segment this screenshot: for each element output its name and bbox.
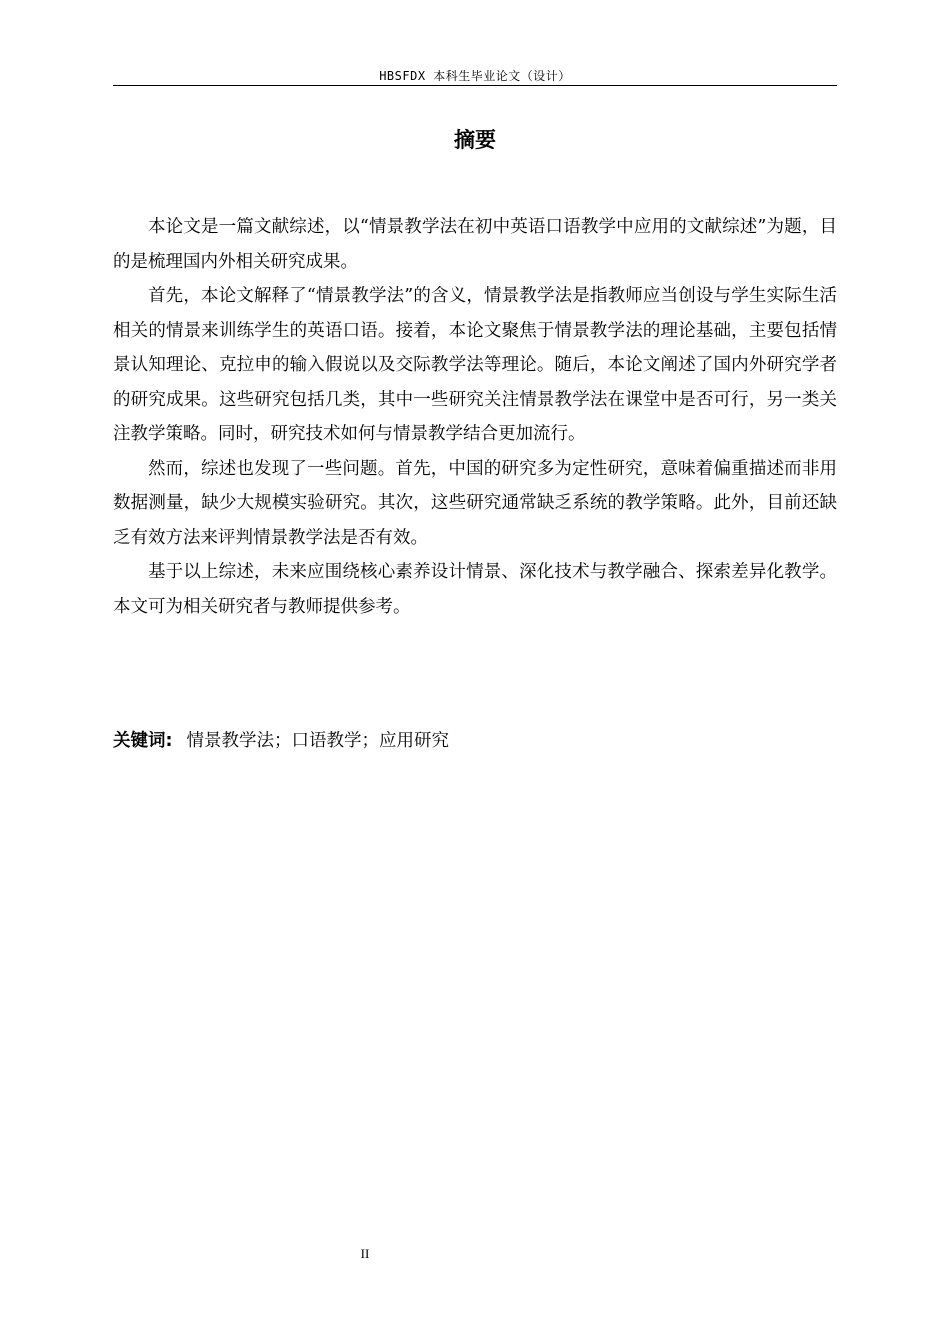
- keywords-label: 关键词:: [113, 731, 173, 751]
- keywords-value: 情景教学法；口语教学；应用研究: [186, 731, 449, 751]
- abstract-paragraph-1: 本论文是一篇文献综述，以“情景教学法在初中英语口语教学中应用的文献综述”为题，目的是梳理国内外相关研究成果。: [113, 217, 837, 272]
- abstract-title: 摘要: [454, 128, 496, 152]
- running-header: HBSFDX 本科生毕业论文（设计）: [379, 69, 571, 83]
- header-rule: [113, 85, 837, 86]
- abstract-paragraph-2: 首先，本论文解释了“情景教学法”的含义，情景教学法是指教师应当创设与学生实际生活相关的情景来训练学生的英语口语。接着，本论文聚焦于情景教学法的理论基础，主要包括情景认知理论、克拉申的输入假说以及交际教学法等理论。随后，本论文阐述了国内外研究学者的研究成果。这些研究包括几类，其中一些研究关注情景教学法在课堂中是否可行，另一类关注教学策略。同时，研究技术如何与情景教学结合更加流行。: [113, 286, 837, 444]
- page-number: II: [360, 1246, 370, 1261]
- keywords-line: [113, 726, 837, 756]
- abstract-body: [113, 210, 837, 624]
- abstract-paragraph-3: 然而，综述也发现了一些问题。首先，中国的研究多为定性研究，意味着偏重描述而非用数据测量，缺少大规模实验研究。其次，这些研究通常缺乏系统的教学策略。此外，目前还缺乏有效方法来评判情景教学法是否有效。: [113, 458, 837, 548]
- abstract-paragraph-4: 基于以上综述，未来应围绕核心素养设计情景、深化技术与教学融合、探索差异化教学。本文可为相关研究者与教师提供参考。: [113, 562, 837, 617]
